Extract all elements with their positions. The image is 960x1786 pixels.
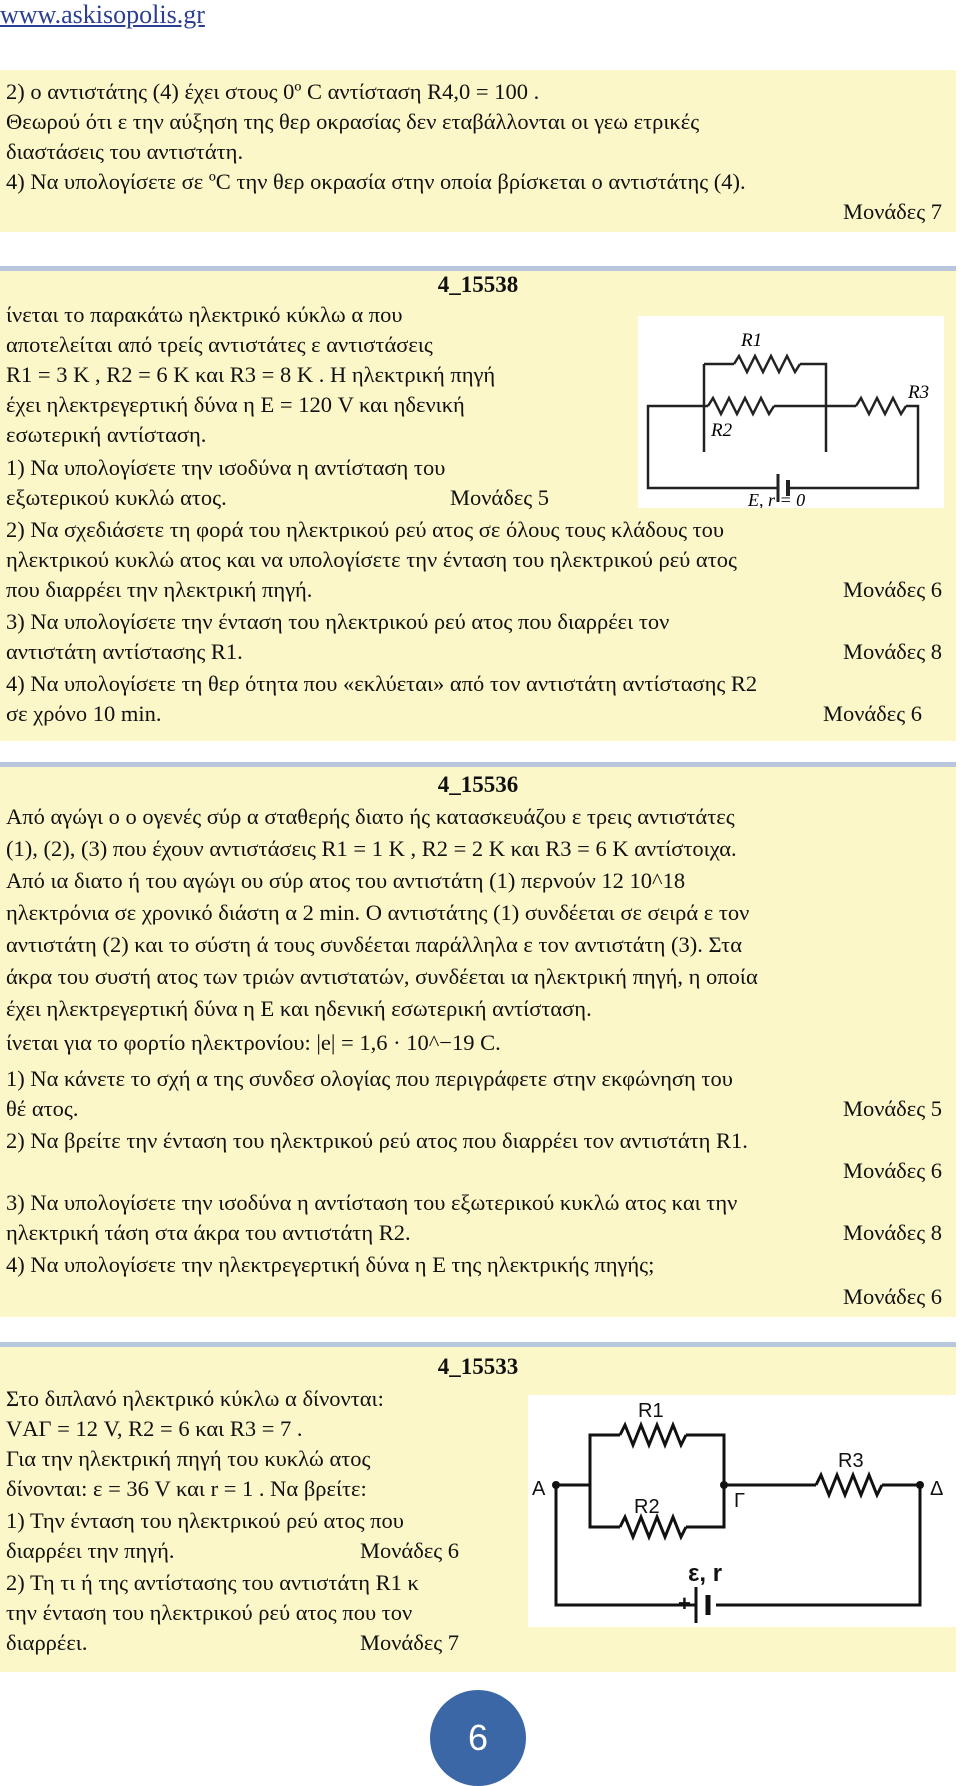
text-line: διαστάσεις του αντιστάτη. [6,139,244,164]
text-line: (1), (2), (3) που έχουν αντιστάσεις R1 = 1 K , R2 = 2 K και R3 = 6 K αντίστοιχα. [6,836,737,861]
text-line: ηλεκτρόνια σε χρονικό διάστη α 2 min. Ο αντιστάτης (1) συνδέεται σε σειρά ε τον [6,900,750,925]
score: Μονάδες 5 [450,485,550,510]
text-line: R1 = 3 K , R2 = 6 K και R3 = 8 K . Η ηλεκτρική πηγή [6,362,496,387]
text-line: άκρα του συστή ατος των τριών αντιστατών, συνδέεται ια ηλεκτρική πηγή, η οποία [6,964,758,989]
score: Μονάδες 8 [842,1220,942,1245]
node-d [916,1481,924,1489]
text-line: 4) Να υπολογίσετε σε ºC την θερ οκρασία στην οποία βρίσκεται ο αντιστάτης (4). [6,169,746,194]
problem-15536 [0,767,956,1317]
text-line: 2) Τη τι ή της αντίστασης του αντιστάτη R1 κ [6,1570,419,1595]
site-link[interactable]: www.askisopolis.gr [0,0,205,29]
problem-title: 4_15538 [437,272,519,297]
text-line: 2) Να βρείτε την ένταση του ηλεκτρικού ρεύ ατος που διαρρέει τον αντιστάτη R1. [6,1128,748,1153]
score: Μονάδες 7 [842,199,942,224]
label-minus: - [718,1591,726,1616]
text-line: δίνονται: ε = 36 V και r = 1 . Να βρείτε: [6,1476,367,1501]
text-line: αντιστάτη αντίστασης R1. [6,639,243,664]
text-line: θέ ατος. [6,1096,79,1121]
problem-title: 4_15536 [437,772,519,797]
text-line: έχει ηλεκτρεγερτική δύνα η Ε = 120 V και ηδενική [6,392,465,417]
circuit-wires [556,1425,920,1605]
label-r1: R1 [741,330,763,351]
problem-title: 4_15533 [437,1354,519,1379]
text-line: την ένταση του ηλεκτρικού ρεύ ατος που τον [6,1600,413,1625]
text-line: διαρρέει. [6,1630,88,1655]
text-line: 3) Να υπολογίσετε την ισοδύνα η αντίσταση του εξωτερικού κυκλώ ατος και την [6,1190,738,1215]
text-line: αντιστάτη (2) και το σύστη ά τους συνδέεται παράλληλα ε τον αντιστάτη (3). Στα [6,932,742,957]
text-line: ηλεκτρικού κυκλώ ατος και να υπολογίσετε την ένταση του ηλεκτρικού ρεύ ατος [6,547,737,572]
score: Μονάδες 5 [842,1096,942,1121]
text-line: 2) Να σχεδιάσετε τη φορά του ηλεκτρικού ρεύ ατος σε όλους τους κλάδους του [6,517,725,542]
problem-15533 [0,1347,956,1672]
label-d: Δ [930,1478,944,1500]
text-line: ίνεται το παρακάτω ηλεκτρικό κύκλω α που [6,302,403,327]
score: Μονάδες 6 [822,701,922,726]
score: Μονάδες 8 [842,639,942,664]
text-line: 1) Την ένταση του ηλεκτρικού ρεύ ατος που [6,1508,404,1533]
problem-15538 [0,271,956,741]
text-line: Από αγώγι ο ο ογενές σύρ α σταθερής διατο ής κατασκευάζου ε τρεις αντιστάτες [6,804,735,829]
node-g [720,1481,728,1489]
label-source: ε, r [688,1560,723,1587]
node-a [552,1481,560,1489]
text-line: 3) Να υπολογίσετε την ένταση του ηλεκτρικού ρεύ ατος που διαρρέει τον [6,609,670,634]
text-line: έχει ηλεκτρεγερτική δύνα η Ε και ηδενική εσωτερική αντίσταση. [6,996,592,1021]
text-line: 1) Να κάνετε το σχή α της συνδεσ ολογίας που περιγράφετε στην εκφώνηση του [6,1066,733,1091]
label-source: E, r = 0 [748,490,806,508]
label-r2: R2 [711,420,733,441]
score: Μονάδες 6 [842,1284,942,1309]
label-r2: R2 [634,1496,660,1518]
text-line: σε χρόνο 10 min. [6,701,162,726]
text-line: 1) Να υπολογίσετε την ισοδύνα η αντίσταση του [6,455,446,480]
text-line: Για την ηλεκτρική πηγή του κυκλώ ατος [6,1446,371,1471]
text-line: ίνεται για το φορτίο ηλεκτρονίου: |e| = 1,6 · 10^−19 C. [6,1030,501,1055]
text-line: VΑΓ = 12 V, R2 = 6 και R3 = 7 . [6,1416,303,1441]
circuit-diagram [528,1395,956,1627]
text-line: αποτελείται από τρείς αντιστάτες ε αντιστάσεις [6,332,433,357]
label-r3: R3 [838,1450,864,1472]
text-line: 2) ο αντιστάτης (4) έχει στους 0º C αντίσταση R4,0 = 100 . [6,79,540,104]
label-r1: R1 [638,1400,664,1422]
circuit-diagram [638,316,944,508]
label-a: A [532,1478,546,1500]
score: Μονάδες 6 [842,1158,942,1183]
text-line: που διαρρέει την ηλεκτρική πηγή. [6,577,313,602]
top-block [0,70,956,232]
label-g: Γ [734,1490,746,1512]
text-line: 4) Να υπολογίσετε τη θερ ότητα που «εκλύεται» από τον αντιστάτη αντίστασης R2 [6,671,758,696]
text-line: ηλεκτρική τάση στα άκρα του αντιστάτη R2. [6,1220,411,1245]
label-r3: R3 [908,382,930,403]
score: Μονάδες 6 [360,1538,460,1563]
text-line: εξωτερικού κυκλώ ατος. [6,485,227,510]
score: Μονάδες 6 [842,577,942,602]
text-line: Από ια διατο ή του αγώγι ου σύρ ατος του αντιστάτη (1) περνούν 12 10^18 [6,868,686,893]
label-plus: + [678,1591,691,1616]
text-line: Θεωρού ότι ε την αύξηση της θερ οκρασίας δεν εταβάλλονται οι γεω ετρικές [6,109,700,134]
text-line: εσωτερική αντίσταση. [6,422,207,447]
text-line: διαρρέει την πηγή. [6,1538,175,1563]
text-line: 4) Να υπολογίσετε την ηλεκτρεγερτική δύνα η Ε της ηλεκτρικής πηγής; [6,1252,655,1277]
score: Μονάδες 7 [360,1630,460,1655]
text-line: Στο διπλανό ηλεκτρικό κύκλω α δίνονται: [6,1386,384,1411]
page-number-badge: 6 [430,1690,526,1786]
circuit-wires [648,356,918,488]
